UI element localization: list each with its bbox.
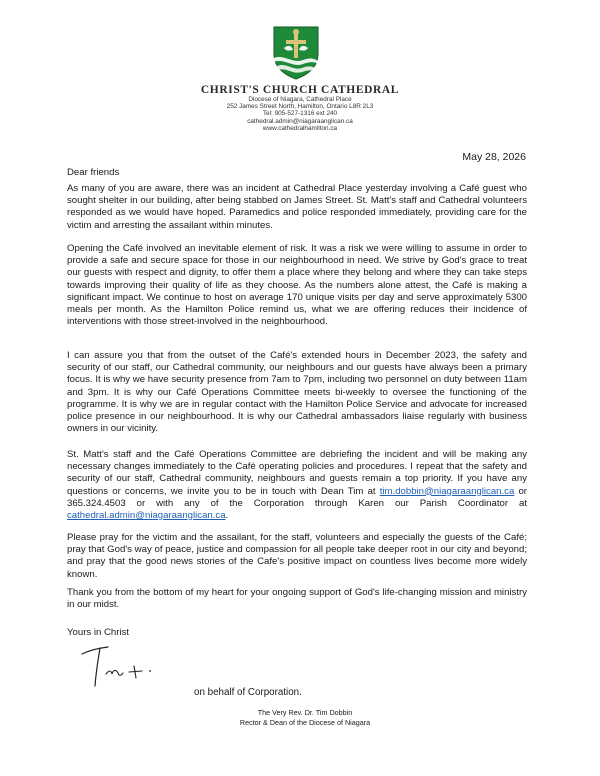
paragraph-text: .: [225, 510, 229, 522]
diocese-line: Diocese of Niagara, Cathedral Place: [248, 96, 352, 103]
handwritten-signature: [78, 642, 188, 690]
paragraph-text: As many of you are aware, there was an incident at Cathedral Place yesterday involving a Café guest who sought shelter in our building, after being stabbed on James Street. St. Matt's staff and Cathedral volunteers responded as we would have hoped. Paramedics and police responded immediately, providing care for the victim and arresting the assailant within minutes.: [67, 183, 527, 231]
signer-title: Rector & Dean of the Diocese of Niagara: [239, 718, 371, 727]
paragraph-incident: [67, 183, 527, 232]
paragraph-safety: [67, 350, 527, 435]
signature-block: [205, 708, 405, 728]
dean-email-link[interactable]: tim.dobbin@niagaraanglican.ca: [379, 485, 515, 497]
paragraph-prayer: [67, 532, 527, 581]
website: www.cathedralhamilton.ca: [262, 124, 338, 132]
letter-date: May 28, 2026: [462, 151, 526, 163]
paragraph-text: Please pray for the victim and the assailant, for the staff, volunteers and especially the guests of the Café; pray that God's way of peace, justice and compassion for all people take deeper root in our city and beyond; and pray that the good news stories of the Cafe's positive impact on countless lives become more widely known.: [67, 532, 527, 580]
paragraph-text: Thank you from the bottom of my heart for your ongoing support of God's life-changing mission and ministry in our midst.: [67, 587, 527, 611]
signer-name: The Very Rev. Dr. Tim Dobbin: [257, 708, 353, 717]
paragraph-text: or 365.324.4503 or with any of the Corporation through Karen our Parish Coordinator at: [67, 485, 527, 509]
email-address: cathedral.admin@niagaraanglican.ca: [247, 117, 353, 125]
paragraph-risk: [67, 243, 527, 328]
paragraph-thanks: [67, 587, 527, 611]
paragraph-text: Opening the Café involved an inevitable element of risk. It was a risk we were willing to assume in order to provide a safe and secure space for those in our neighbourhood in need. We strive by God's grace to treat our guests with respect and dignity, to offer them a place where they belong and where they can take steps towards improving their quality of life as they choose. As the numbers alone attest, the Café is making a significant impact. We continue to host on average 170 unique visits per day and serve approximately 5300 meals per month. As the Hamilton Police remind us, what we are offering reduces their incidence of interventions with those street-involved in the neighbourhood.: [67, 243, 527, 328]
paragraph-text: St. Matt's staff and the Café Operations Committee are debriefing the incident and will be making any necessary changes immediately to the Café operating policies and procedures. I repeat that the safety and security of our staff, Cathedral community, neighbours and guests remain a top priority. If you have any questions or concerns, we invite you to be in touch with Dean Tim at: [67, 449, 527, 497]
org-name: CHRIST'S CHURCH CATHEDRAL: [200, 84, 400, 96]
phone-number: Tel: 905-527-1316 ext 240: [262, 110, 338, 118]
letterhead: [0, 84, 600, 132]
admin-email-link[interactable]: cathedral.admin@niagaraanglican.ca: [67, 510, 226, 522]
salutation: Dear friends: [67, 167, 120, 178]
paragraph-debrief: [67, 449, 527, 522]
diocesan-crest-icon: [271, 24, 321, 80]
closing: Yours in Christ: [67, 627, 130, 638]
on-behalf-line: on behalf of Corporation.: [194, 687, 302, 698]
paragraph-text: I can assure you that from the outset of the Café's extended hours in December 2023, the safety and security of our staff, our Cathedral community, our neighbours and our guests have always been a primary focus. It is why we have security presence from 7am to 7pm, including two personnel on duty between 11am and 3pm. It is why our Café Operations Committee meets bi-weekly to oversee the functioning of the programme. It is why we are in regular contact with the Hamilton Police Service and advocate for increased police presence in our neighbourhood. It is why our Cathedral ambassadors liaise regularly with business owners in our vicinity.: [67, 350, 527, 435]
street-address: 252 James Street North, Hamilton, Ontario L8R 2L3: [226, 103, 374, 111]
